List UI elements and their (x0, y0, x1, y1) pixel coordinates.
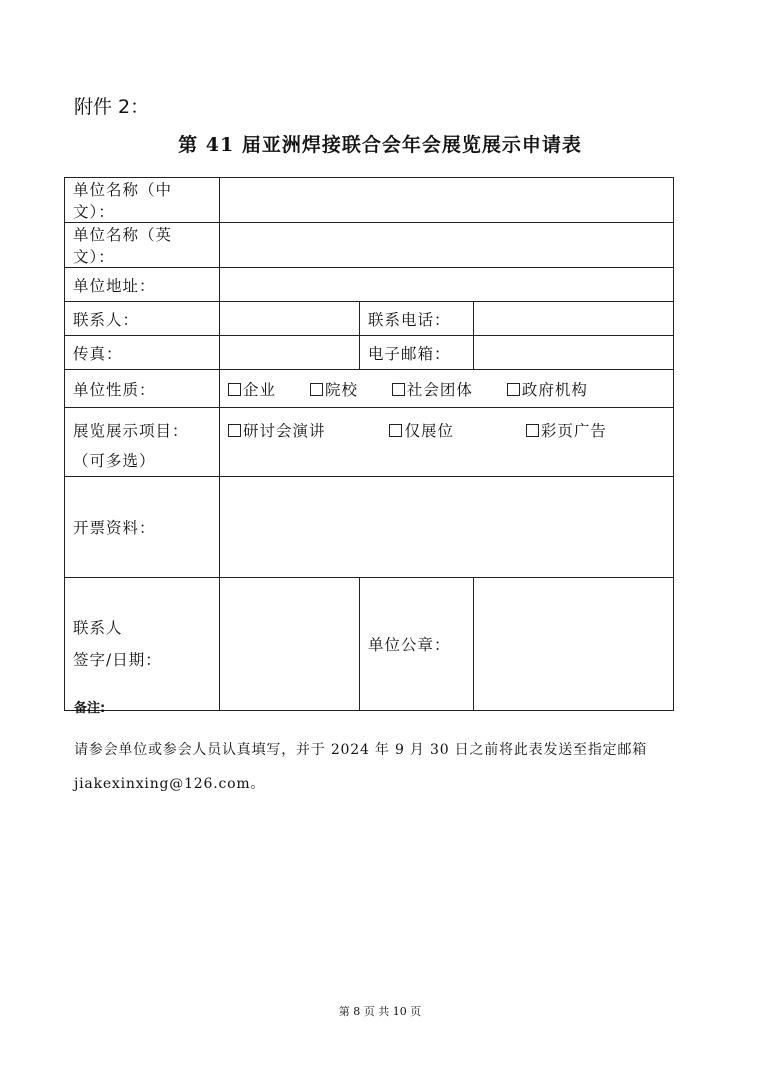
label-address: 单位地址： (65, 268, 220, 302)
page-title: 第 41 届亚洲焊接联合会年会展览展示申请表 (178, 134, 582, 156)
checkbox-icon (526, 424, 539, 437)
field-invoice[interactable] (220, 477, 674, 578)
checkbox-seminar-talk[interactable] (228, 416, 326, 446)
row-name-cn (65, 178, 674, 223)
page-footer: 第 8 页 共 10 页 (338, 1005, 422, 1018)
label-name-cn: 单位名称（中文）： (65, 178, 220, 223)
checkbox-government[interactable] (507, 378, 588, 400)
option-label: 研讨会演讲 (243, 422, 326, 440)
label-phone: 联系电话： (360, 302, 474, 336)
field-signature[interactable] (220, 578, 360, 711)
label-seal: 单位公章： (360, 578, 474, 711)
field-email[interactable] (474, 336, 674, 370)
option-label: 社会团体 (406, 380, 473, 399)
row-name-en (65, 223, 674, 268)
label-signature-cell (65, 578, 220, 711)
field-name-cn[interactable] (220, 178, 674, 223)
option-label: 企业 (243, 380, 277, 399)
row-invoice (65, 477, 674, 578)
label-nature: 单位性质： (65, 370, 220, 408)
field-phone[interactable] (474, 302, 674, 336)
checkbox-social-group[interactable] (392, 378, 473, 400)
checkbox-booth-only[interactable] (389, 416, 454, 446)
row-address (65, 268, 674, 302)
label-sign-date: 签字/日期： (73, 651, 162, 669)
checkbox-icon (389, 424, 402, 437)
field-name-en[interactable] (220, 223, 674, 268)
option-label: 彩页广告 (540, 422, 607, 440)
label-email: 电子邮箱： (360, 336, 474, 370)
items-options (220, 408, 674, 477)
checkbox-enterprise[interactable] (228, 378, 276, 400)
option-label: 院校 (324, 380, 358, 399)
notes-body: 请参会单位或参会人员认真填写，并于 2024 年 9 月 30 日之前将此表发送至指定邮箱 jiakexinxing@126.com。 (74, 742, 648, 792)
label-items-cell (65, 408, 220, 477)
checkbox-icon (310, 383, 323, 396)
checkbox-icon (228, 383, 241, 396)
label-invoice: 开票资料： (65, 477, 220, 578)
checkbox-icon (392, 383, 405, 396)
label-items: 展览展示项目： (73, 422, 189, 440)
attachment-label: 附件 2： (74, 96, 150, 118)
row-contact (65, 302, 674, 336)
field-address[interactable] (220, 268, 674, 302)
label-name-en: 单位名称（英文）： (65, 223, 220, 268)
row-fax (65, 336, 674, 370)
field-seal[interactable] (474, 578, 674, 711)
nature-options (220, 370, 674, 408)
row-items (65, 408, 674, 477)
application-form-table (64, 177, 674, 711)
option-label: 政府机构 (521, 380, 588, 399)
checkbox-university[interactable] (310, 378, 358, 400)
row-nature (65, 370, 674, 408)
label-items-sub: （可多选） (73, 452, 156, 470)
row-signature (65, 578, 674, 711)
option-label: 仅展位 (404, 422, 454, 440)
label-contact: 联系人： (65, 302, 220, 336)
field-fax[interactable] (220, 336, 360, 370)
field-contact[interactable] (220, 302, 360, 336)
checkbox-icon (507, 383, 520, 396)
label-fax: 传真： (65, 336, 220, 370)
checkbox-color-ad[interactable] (526, 416, 607, 446)
label-sign-contact: 联系人 (73, 619, 123, 637)
checkbox-icon (228, 424, 241, 437)
notes-heading: 备注: (74, 701, 106, 716)
